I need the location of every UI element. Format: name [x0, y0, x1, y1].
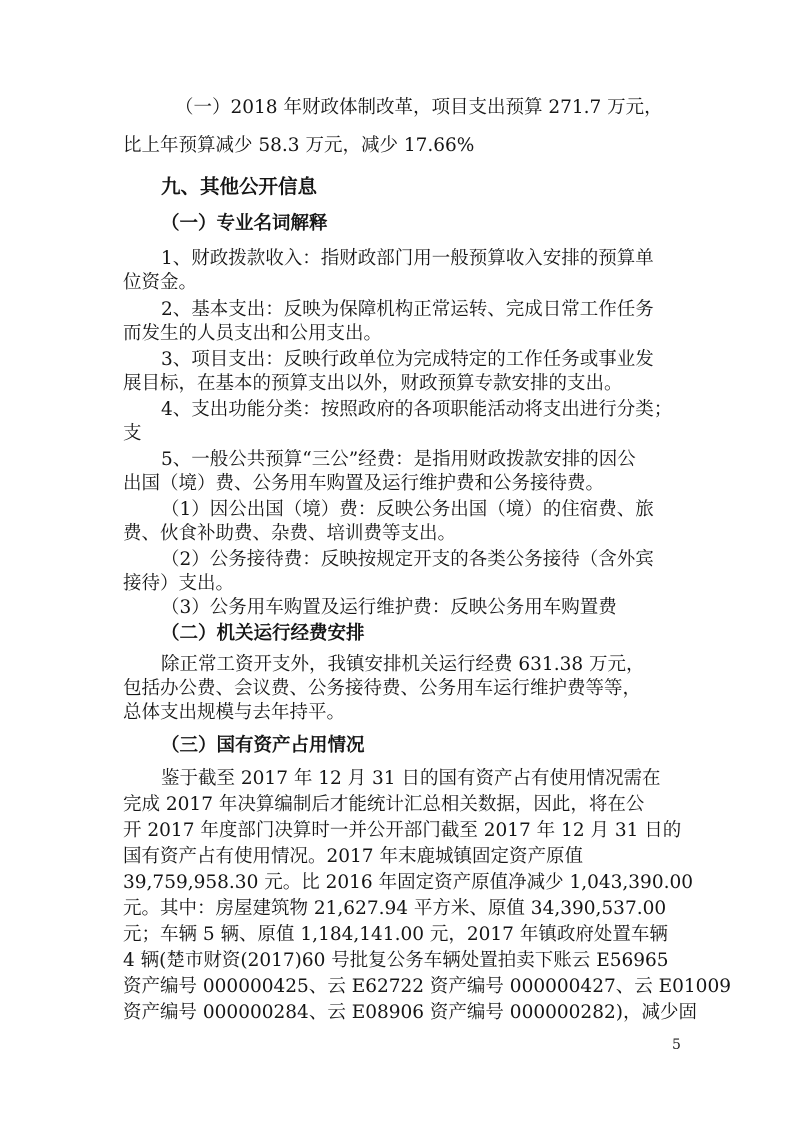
term-5-2-line-1: （2）公务接待费：反映按规定开支的各类公务接待（含外宾 [161, 549, 654, 570]
state-assets-line-1: 鉴于截至 2017 年 12 月 31 日的国有资产占有使用情况需在 [161, 768, 661, 789]
term-3-line-2: 展目标，在基本的预算支出以外，财政预算专款安排的支出。 [123, 373, 623, 394]
state-assets-line-10: 资产编号 000000284、云 E08906 资产编号 000000282)，减少固 [123, 1002, 697, 1023]
state-assets-line-5: 39,759,958.30 元。比 2016 年固定资产原值净减少 1,043,390.00 [123, 872, 694, 893]
operating-costs-line-2: 包括办公费、会议费、公务接待费、公务用车运行维护费等等， [123, 678, 642, 699]
term-2-line-1: 2、基本支出：反映为保障机构正常运转、完成日常工作任务 [161, 299, 654, 320]
state-assets-line-3: 开 2017 年度部门决算时一并公开部门截至 2017 年 12 月 31 日的 [123, 820, 682, 841]
state-assets-line-4: 国有资产占有使用情况。2017 年末鹿城镇固定资产原值 [123, 846, 583, 867]
term-1-line-1: 1、财政拨款收入：指财政部门用一般预算收入安排的预算单 [161, 248, 654, 269]
state-assets-line-9: 资产编号 000000425、云 E62722 资产编号 000000427、云 E01009 [123, 976, 731, 997]
state-assets-line-8: 4 辆(楚市财资(2017)60 号批复公务车辆处置拍卖下账云 E56965 [123, 950, 669, 971]
term-1-line-2: 位资金。 [123, 272, 198, 293]
para-project-budget-line-1: （一）2018 年财政体制改革，项目支出预算 271.7 万元， [175, 97, 663, 118]
subheading-operating-costs: （二）机关运行经费安排 [161, 623, 365, 644]
term-5-line-1: 5、一般公共预算“三公”经费：是指用财政拨款安排的因公 [161, 449, 636, 470]
term-4-line-1: 4、支出功能分类：按照政府的各项职能活动将支出进行分类； [161, 399, 673, 420]
page-number: 5 [672, 1037, 681, 1053]
state-assets-line-2: 完成 2017 年决算编制后才能统计汇总相关数据，因此，将在公 [123, 794, 645, 815]
term-5-3-line-1: （3）公务用车购置及运行维护费：反映公务用车购置费 [161, 597, 617, 618]
state-assets-line-7: 元；车辆 5 辆、原值 1,184,141.00 元，2017 年镇政府处置车辆 [123, 924, 668, 945]
subheading-terms: （一）专业名词解释 [161, 213, 328, 234]
term-4-line-2: 支 [123, 423, 142, 444]
term-2-line-2: 而发生的人员支出和公用支出。 [123, 323, 383, 344]
term-3-line-1: 3、项目支出：反映行政单位为完成特定的工作任务或事业发 [161, 349, 654, 370]
term-5-2-line-2: 接待）支出。 [123, 573, 235, 594]
term-5-line-2: 出国（境）费、公务用车购置及运行维护费和公务接待费。 [123, 473, 605, 494]
state-assets-line-6: 元。其中：房屋建筑物 21,627.94 平方米、原值 34,390,537.00 [123, 898, 667, 919]
subheading-state-assets: （三）国有资产占用情况 [161, 735, 365, 756]
term-5-1-line-2: 费、伙食补助费、杂费、培训费等支出。 [123, 523, 457, 544]
section-heading-other-info: 九、其他公开信息 [161, 175, 318, 198]
operating-costs-line-1: 除正常工资开支外，我镇安排机关运行经费 631.38 万元， [161, 654, 645, 675]
operating-costs-line-3: 总体支出规模与去年持平。 [123, 702, 346, 723]
para-project-budget-line-2: 比上年预算减少 58.3 万元，减少 17.66% [123, 135, 475, 156]
term-5-1-line-1: （1）因公出国（境）费：反映公务出国（境）的住宿费、旅 [161, 499, 654, 520]
